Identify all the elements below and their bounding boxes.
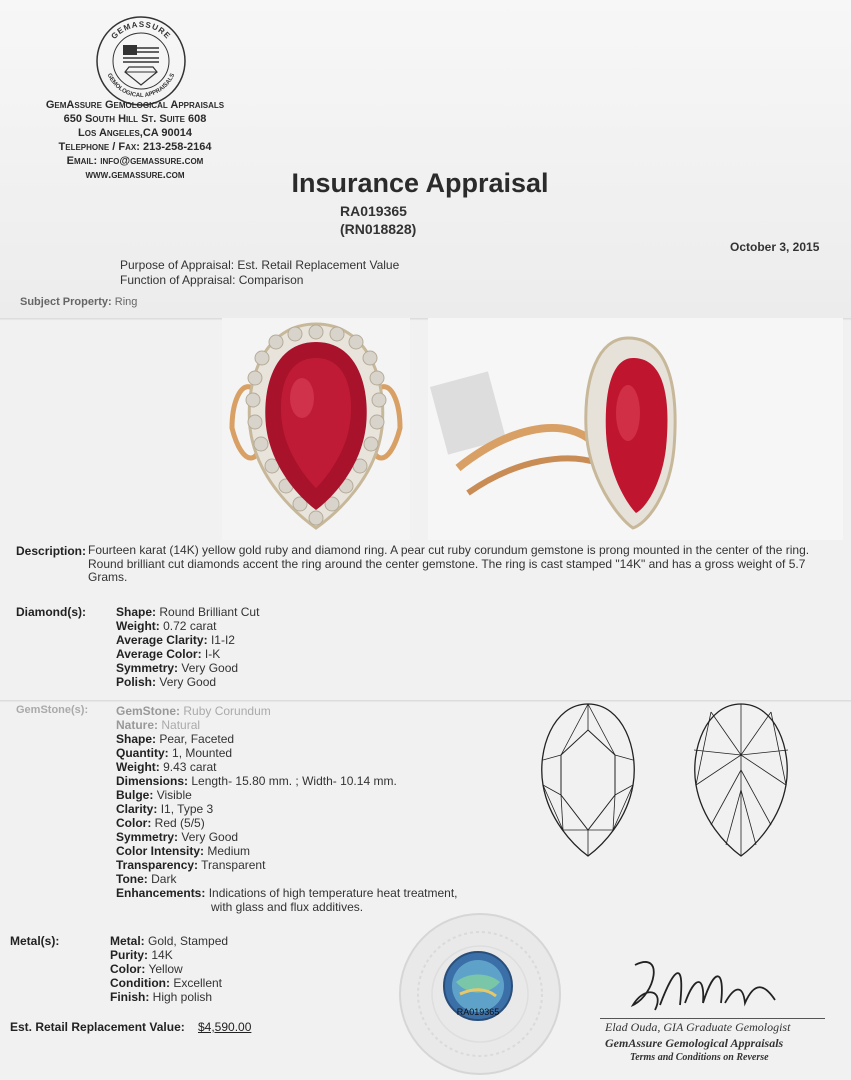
spec-row: Finish: High polish <box>110 990 213 1004</box>
pear-crown-diagram <box>533 700 643 860</box>
spec-row: GemStone: Ruby Corundum <box>116 704 271 718</box>
spec-row: Average Color: I-K <box>116 647 221 661</box>
value-amount: $4,590.00 <box>198 1020 252 1034</box>
function-line: Function of Appraisal: Comparison <box>120 273 304 287</box>
gemstone-specs <box>116 704 458 914</box>
reference-number: (RN018828) <box>340 221 417 237</box>
ring-photo-side <box>428 318 843 540</box>
spec-row: Symmetry: Very Good <box>116 661 239 675</box>
company-block <box>25 98 245 182</box>
diamond-specs <box>116 605 259 689</box>
spec-row: Weight: 9.43 carat <box>116 760 217 774</box>
signature-name: Elad Ouda, GIA Graduate Gemologist <box>605 1020 791 1034</box>
spec-row: Average Clarity: I1-I2 <box>116 633 235 647</box>
spec-row: Tone: Dark <box>116 872 177 886</box>
signature-line <box>600 1018 825 1019</box>
spec-row: Purity: 14K <box>110 948 173 962</box>
company-phone: Telephone / Fax: 213-258-2164 <box>58 141 212 153</box>
svg-text:GEMASSURE: GEMASSURE <box>109 19 173 41</box>
subject-label: Subject Property: <box>20 296 112 308</box>
subject-value: Ring <box>114 296 138 308</box>
gemstone-label: GemStone(s): <box>16 704 89 716</box>
company-name: GemAssure Gemological Appraisals <box>45 99 225 111</box>
description-label: Description: <box>16 544 87 558</box>
value-label: Est. Retail Replacement Value: <box>10 1020 185 1034</box>
pear-pavilion-diagram <box>686 700 796 860</box>
company-address2: Los Angeles,CA 90014 <box>78 127 192 139</box>
appraisal-number: RA019365 <box>340 203 407 219</box>
spec-row: Quantity: 1, Mounted <box>116 746 233 760</box>
spec-row: Bulge: Visible <box>116 788 192 802</box>
company-logo <box>95 15 187 107</box>
spec-row: Shape: Pear, Faceted <box>116 732 235 746</box>
spec-row: Transparency: Transparent <box>116 858 266 872</box>
appraisal-date: October 3, 2015 <box>730 240 820 254</box>
signature-graphic <box>625 945 785 1020</box>
spec-row: Weight: 0.72 carat <box>116 619 217 633</box>
document-title: Insurance Appraisal <box>291 168 549 198</box>
subject-property <box>20 296 137 308</box>
spec-row: Symmetry: Very Good <box>116 830 239 844</box>
spec-row: Shape: Round Brilliant Cut <box>116 605 260 619</box>
description-text: Fourteen karat (14K) yellow gold ruby and diamond ring. A pear cut ruby corundum gemstone is prong mounted in the center of the ring. Round brilliant cut diamonds accent the ring around the center gemstone. The ring is cast stamped "14K" and has a gross weight of 5.7 Grams. <box>88 543 810 584</box>
seal-number: RA019365 <box>456 1007 500 1017</box>
spec-row: Color: Yellow <box>110 962 183 976</box>
spec-row: Enhancements: Indications of high temperature heat treatment, <box>116 886 458 900</box>
spec-row: Dimensions: Length- 15.80 mm. ; Width- 10.14 mm. <box>116 774 397 788</box>
spec-row: Polish: Very Good <box>116 675 217 689</box>
spec-row: Color Intensity: Medium <box>116 844 251 858</box>
terms-note: Terms and Conditions on Reverse <box>630 1052 769 1063</box>
spec-row: Color: Red (5/5) <box>116 816 205 830</box>
svg-text:GEMOLOGICAL APPRAISALS: GEMOLOGICAL APPRAISALS <box>105 72 177 100</box>
spec-row-continued: with glass and flux additives. <box>211 900 364 914</box>
embossed-seal <box>398 912 563 1077</box>
signature-company: GemAssure Gemological Appraisals <box>605 1036 784 1050</box>
company-email: Email: info@gemassure.com <box>66 155 204 167</box>
spec-row: Clarity: I1, Type 3 <box>116 802 214 816</box>
diamonds-label: Diamond(s): <box>16 605 86 619</box>
company-address1: 650 South Hill St. Suite 608 <box>63 113 207 125</box>
company-web: www.gemassure.com <box>85 169 185 181</box>
metal-specs <box>110 934 228 1004</box>
ring-photo-front <box>222 318 410 540</box>
spec-row: Condition: Excellent <box>110 976 223 990</box>
spec-row: Metal: Gold, Stamped <box>110 934 229 948</box>
purpose-line: Purpose of Appraisal: Est. Retail Replacement Value <box>120 258 400 272</box>
metal-label: Metal(s): <box>10 934 60 948</box>
spec-row: Nature: Natural <box>116 718 201 732</box>
